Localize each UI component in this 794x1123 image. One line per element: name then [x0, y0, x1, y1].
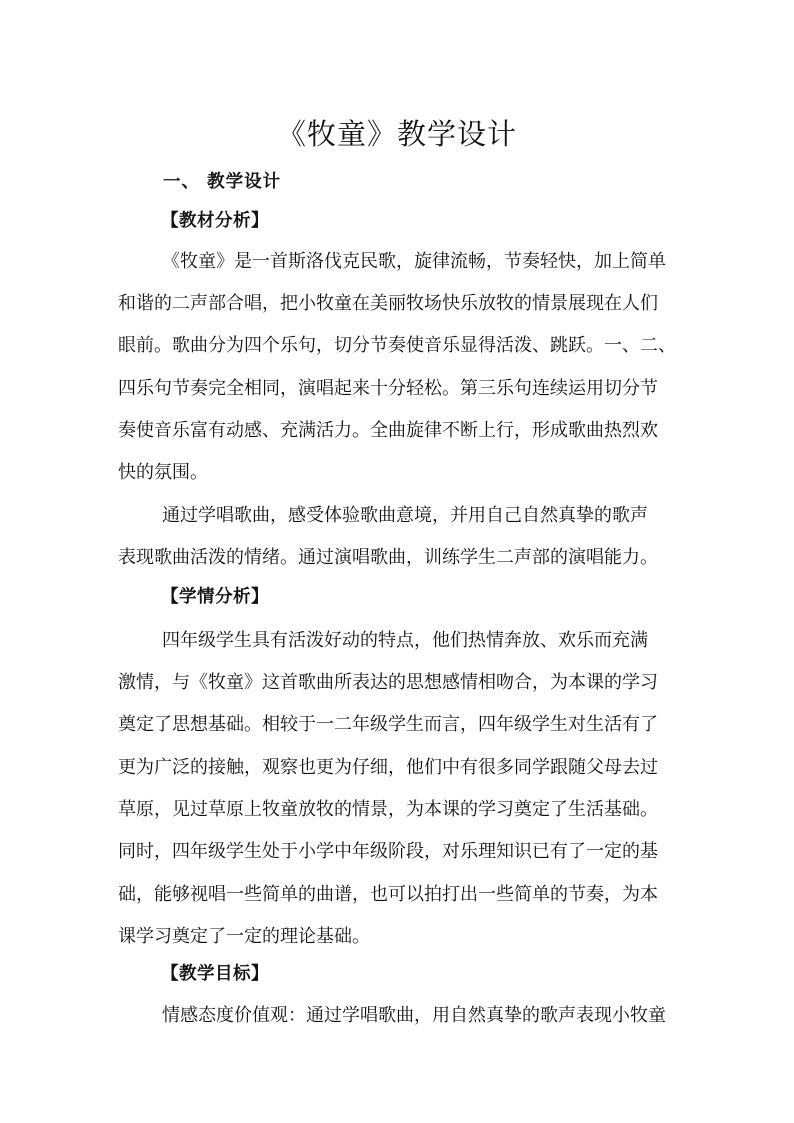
- student-analysis-line-1: 四年级学生具有活泼好动的特点，他们热情奔放、欢乐而充满: [162, 630, 648, 651]
- student-analysis-line-5: 草原，见过草原上牧童放牧的情景，为本课的学习奠定了生活基础。: [118, 799, 658, 820]
- material-analysis-paragraph-1-line-6: 快的氛围。: [118, 462, 208, 483]
- student-analysis-heading: 【学情分析】: [161, 587, 269, 607]
- material-analysis-paragraph-1-line-5: 奏使音乐富有动感、充满活力。全曲旋律不断上行，形成歌曲热烈欢: [118, 420, 658, 441]
- student-analysis-line-6: 同时，四年级学生处于小学中年级阶段，对乐理知识已有了一定的基: [118, 841, 658, 862]
- section-heading-teaching-design: 一、 教学设计: [163, 172, 282, 192]
- student-analysis-line-4: 更为广泛的接触，观察也更为仔细，他们中有很多同学跟随父母去过: [118, 757, 658, 778]
- material-analysis-paragraph-2-line-2: 表现歌曲活泼的情绪。通过演唱歌曲，训练学生二声部的演唱能力。: [118, 547, 658, 568]
- material-analysis-paragraph-1-line-2: 和谐的二声部合唱，把小牧童在美丽牧场快乐放牧的情景展现在人们: [118, 293, 658, 314]
- material-analysis-heading: 【教材分析】: [161, 211, 269, 231]
- document-title: 《牧童》教学设计: [276, 117, 517, 151]
- material-analysis-paragraph-1-line-4: 四乐句节奏完全相同，演唱起来十分轻松。第三乐句连续运用切分节: [118, 378, 658, 399]
- material-analysis-paragraph-1-line-1: 《牧童》是一首斯洛伐克民歌，旋律流畅，节奏轻快，加上简单: [162, 251, 666, 272]
- teaching-objectives-line-1: 情感态度价值观：通过学唱歌曲，用自然真挚的歌声表现小牧童: [162, 1005, 666, 1026]
- student-analysis-line-2: 激情，与《牧童》这首歌曲所表达的思想感情相吻合，为本课的学习: [118, 672, 658, 693]
- material-analysis-paragraph-1-line-3: 眼前。歌曲分为四个乐句，切分节奏使音乐显得活泼、跳跃。一、二、: [118, 335, 676, 356]
- material-analysis-paragraph-2-line-1: 通过学唱歌曲，感受体验歌曲意境，并用自己自然真挚的歌声: [162, 505, 648, 526]
- student-analysis-line-3: 奠定了思想基础。相较于一二年级学生而言，四年级学生对生活有了: [118, 714, 658, 735]
- student-analysis-line-7: 础，能够视唱一些简单的曲谱，也可以拍打出一些简单的节奏，为本: [118, 884, 658, 905]
- teaching-objectives-heading: 【教学目标】: [161, 964, 269, 984]
- student-analysis-line-8: 课学习奠定了一定的理论基础。: [118, 926, 370, 947]
